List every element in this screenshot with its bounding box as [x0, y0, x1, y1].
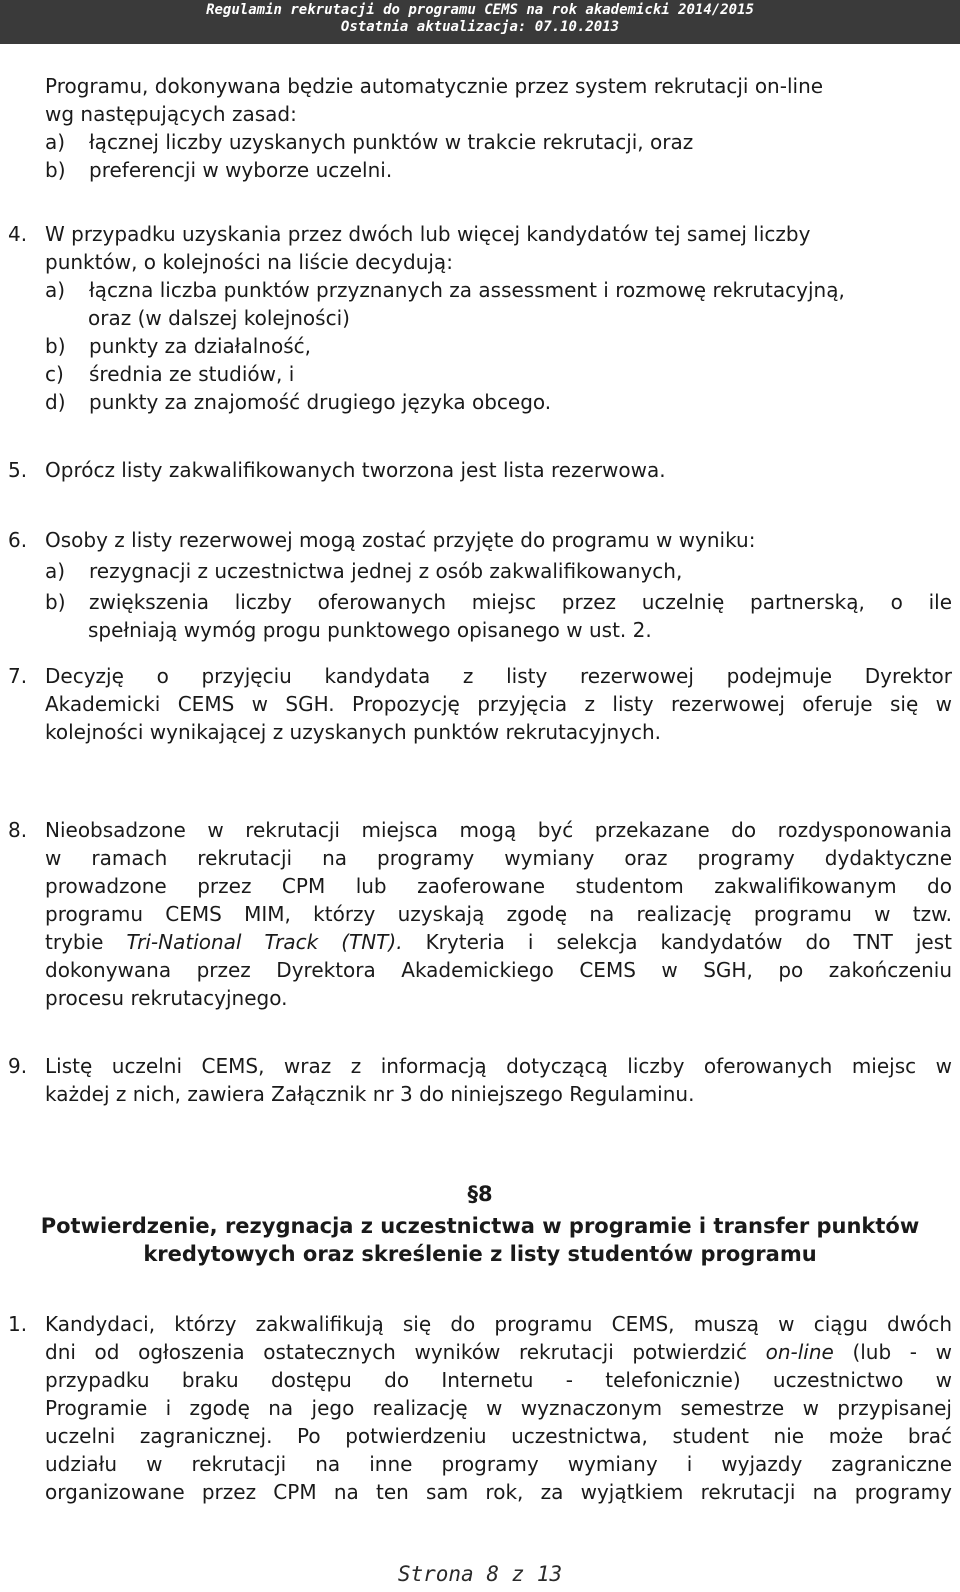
item-text: punkty za działalność,	[89, 334, 311, 358]
paragraph-line	[45, 1338, 952, 1366]
item-text: średnia ze studiów, i	[89, 362, 295, 386]
item-text-continued: spełniają wymóg progu punktowego opisanego w ust. 2.	[88, 618, 652, 642]
list-item	[45, 388, 952, 416]
intro-line-2: wg następujących zasad:	[45, 102, 297, 126]
section-8-paragraph-1	[8, 1310, 952, 1506]
item-text: punkty za znajomość drugiego języka obcego.	[89, 390, 552, 414]
paragraph-line: W przypadku uzyskania przez dwóch lub więcej kandydatów tej samej liczby	[45, 222, 811, 246]
document-header	[0, 0, 960, 44]
item-label: c)	[45, 362, 64, 386]
paragraph-number: 8.	[8, 818, 28, 842]
paragraph-5	[8, 456, 952, 484]
paragraph-line: organizowane przez CPM na ten sam rok, za wyjątkiem rekrutacji na programy	[45, 1480, 952, 1504]
paragraph-line: programu CEMS MIM, którzy uzyskają zgodę na realizację programu w tzw.	[45, 902, 952, 926]
list-item	[45, 588, 952, 616]
paragraph-number: 5.	[8, 458, 28, 482]
line-text: dni od ogłoszenia ostatecznych wyników rekrutacji potwierdzić	[45, 1340, 766, 1364]
item-text: preferencji w wyborze uczelni.	[89, 158, 393, 182]
paragraph-number: 1.	[8, 1312, 28, 1336]
list-item	[45, 276, 952, 304]
paragraph-number: 6.	[8, 528, 28, 552]
page-number-footer: Strona 8 z 13	[397, 1562, 563, 1586]
item-text: zwiększenia liczby oferowanych miejsc przez uczelnię partnerską, o ile	[89, 590, 952, 614]
list-item	[45, 557, 952, 585]
paragraph-4	[8, 220, 952, 416]
paragraph-number: 9.	[8, 1054, 28, 1078]
paragraph-line: przypadku braku dostępu do Internetu - telefonicznie) uczestnictwo w	[45, 1368, 952, 1392]
paragraph-line: Decyzję o przyjęciu kandydata z listy rezerwowej podejmuje Dyrektor	[45, 664, 952, 688]
paragraph-line: Kandydaci, którzy zakwalifikują się do programu CEMS, muszą w ciągu dwóch	[45, 1312, 952, 1336]
paragraph-line: procesu rekrutacyjnego.	[45, 986, 288, 1010]
item-label: d)	[45, 390, 66, 414]
track-name: Tri-National Track (TNT).	[126, 930, 403, 954]
section-title-line-1: Potwierdzenie, rezygnacja z uczestnictwa w programie i transfer punktów	[40, 1214, 920, 1238]
paragraph-line: każdej z nich, zawiera Załącznik nr 3 do niniejszego Regulaminu.	[45, 1082, 695, 1106]
header-last-update: Ostatnia aktualizacja: 07.10.2013	[340, 19, 620, 35]
item-text: rezygnacji z uczestnictwa jednej z osób zakwalifikowanych,	[89, 559, 683, 583]
paragraph-line: Oprócz listy zakwalifikowanych tworzona jest lista rezerwowa.	[45, 458, 666, 482]
online-term: on-line	[765, 1340, 834, 1364]
list-item	[45, 360, 952, 388]
paragraph-line: udziału w rekrutacji na inne programy wymiany i wyjazdy zagraniczne	[45, 1452, 952, 1476]
paragraph-7	[8, 662, 952, 746]
intro-line-1: Programu, dokonywana będzie automatycznie przez system rekrutacji on-line	[45, 74, 824, 98]
line-text: Kryteria i selekcja kandydatów do TNT jest	[402, 930, 952, 954]
item-label: b)	[45, 158, 66, 182]
paragraph-line: Osoby z listy rezerwowej mogą zostać przyjęte do programu w wyniku:	[45, 528, 756, 552]
list-item	[45, 128, 952, 156]
paragraph-line: Listę uczelni CEMS, wraz z informacją dotyczącą liczby oferowanych miejsc w	[45, 1054, 952, 1078]
paragraph-9	[8, 1052, 952, 1108]
list-item	[45, 156, 952, 184]
item-text: łącznej liczby uzyskanych punktów w trakcie rekrutacji, oraz	[89, 130, 694, 154]
paragraph-line: uczelni zagranicznej. Po potwierdzeniu uczestnictwa, student nie może brać	[45, 1424, 952, 1448]
paragraph-line: w ramach rekrutacji na programy wymiany oraz programy dydaktyczne	[45, 846, 952, 870]
item-label: a)	[45, 130, 66, 154]
paragraph-number: 7.	[8, 664, 28, 688]
paragraph-8	[8, 816, 952, 1012]
line-text: (lub - w	[833, 1340, 952, 1364]
section-sign: §8	[467, 1182, 493, 1206]
item-label: a)	[45, 559, 66, 583]
paragraph-line: Nieobsadzone w rekrutacji miejsca mogą być przekazane do rozdysponowania	[45, 818, 952, 842]
paragraph-number: 4.	[8, 222, 28, 246]
paragraph-line: dokonywana przez Dyrektora Akademickiego CEMS w SGH, po zakończeniu	[45, 958, 952, 982]
line-text: trybie	[45, 930, 127, 954]
paragraph-line: kolejności wynikającej z uzyskanych punktów rekrutacyjnych.	[45, 720, 662, 744]
list-item	[45, 332, 952, 360]
paragraph-line: Programie i zgodę na jego realizację w wyznaczonym semestrze w przypisanej	[45, 1396, 952, 1420]
intro-paragraph	[8, 72, 952, 184]
paragraph-line: punktów, o kolejności na liście decydują:	[45, 250, 453, 274]
item-label: b)	[45, 590, 66, 614]
paragraph-line: Akademicki CEMS w SGH. Propozycję przyjęcia z listy rezerwowej oferuje się w	[45, 692, 952, 716]
item-label: a)	[45, 278, 66, 302]
paragraph-6	[8, 526, 952, 644]
item-text-continued: oraz (w dalszej kolejności)	[88, 306, 350, 330]
header-title: Regulamin rekrutacji do programu CEMS na rok akademicki 2014/2015	[206, 2, 754, 18]
paragraph-line	[45, 928, 952, 956]
section-title-line-2: kredytowych oraz skreślenie z listy studentów programu	[143, 1242, 817, 1266]
item-label: b)	[45, 334, 66, 358]
paragraph-line: prowadzone przez CPM lub zaoferowane studentom zakwalifikowanym do	[45, 874, 952, 898]
item-text: łączna liczba punktów przyznanych za assessment i rozmowę rekrutacyjną,	[89, 278, 845, 302]
